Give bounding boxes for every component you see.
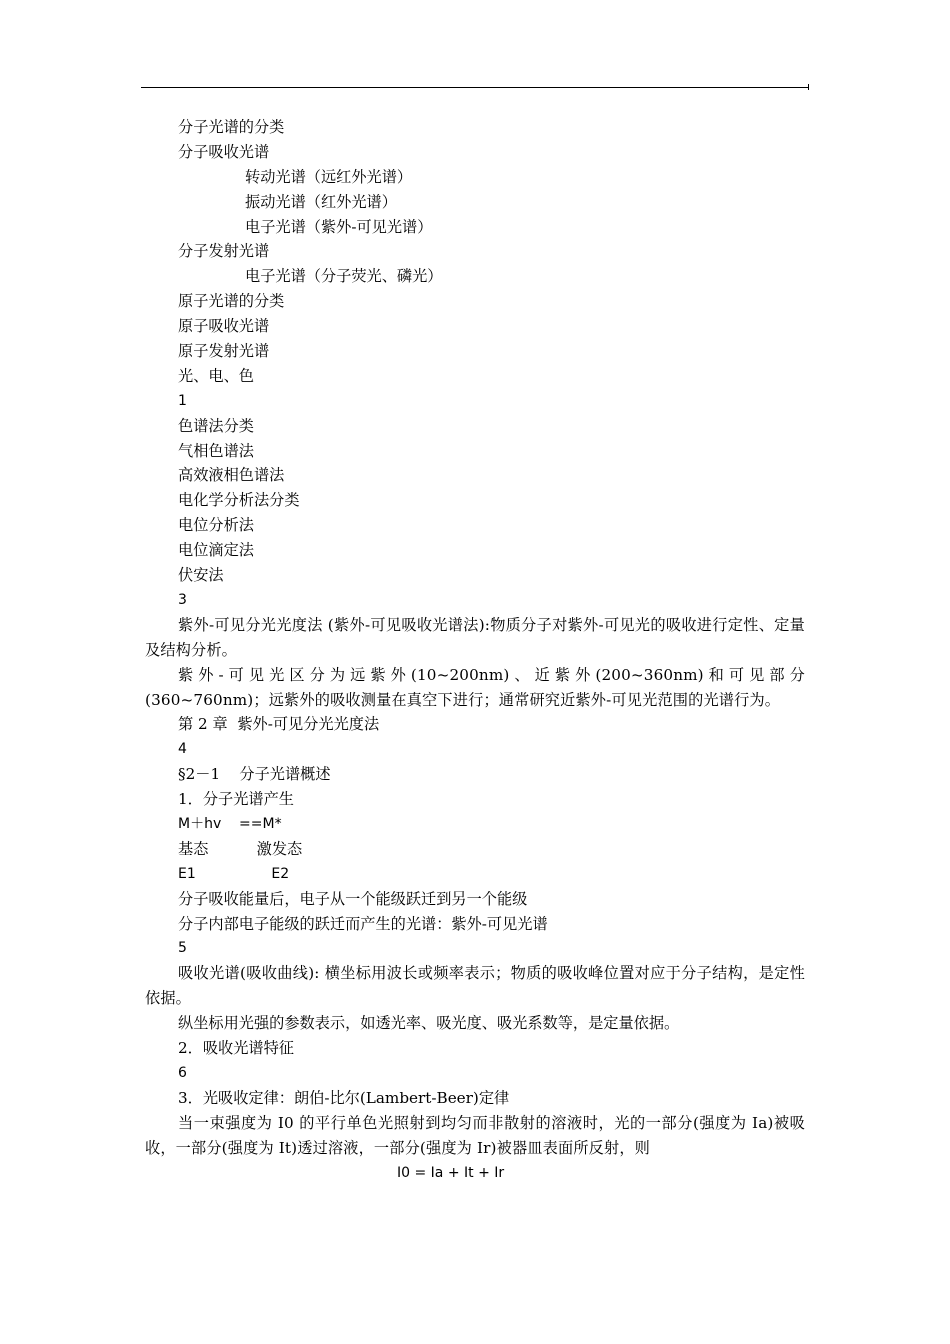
paragraph: 紫外-可见分光光度法 (紫外-可见吸收光谱法):物质分子对紫外-可见光的吸收进行定性、定量及结构分析。 bbox=[145, 615, 805, 659]
text-line: 光、电、色 bbox=[178, 366, 254, 385]
text-line: 伏安法 bbox=[178, 566, 224, 585]
text-line: 电位滴定法 bbox=[178, 541, 254, 560]
subsection-heading: 2．吸收光谱特征 bbox=[178, 1039, 294, 1058]
equation-line: I0 = Ia + It + Ir bbox=[397, 1164, 505, 1181]
equation-line: M＋hv ==M* bbox=[178, 816, 282, 832]
page-number-marker: 5 bbox=[178, 940, 187, 957]
paragraph: 紫外-可见光区分为远紫外(10~200nm)、近紫外(200~360nm)和可见部分(360~760nm)；远紫外的吸收测量在真空下进行；通常研究近紫外-可见光范围的光谱行为。 bbox=[145, 665, 805, 709]
subsection-heading: 3．光吸收定律：朗伯-比尔(Lambert-Beer)定律 bbox=[178, 1088, 510, 1107]
page-number-marker: 4 bbox=[178, 741, 187, 758]
text-line: 分子发射光谱 bbox=[178, 242, 270, 261]
text-line: 分子吸收能量后，电子从一个能级跃迁到另一个能级 bbox=[178, 889, 528, 908]
paragraph: 当一束强度为 I0 的平行单色光照射到均匀而非散射的溶液时，光的一部分(强度为 Ia)被吸收，一部分(强度为 It)透过溶液，一部分(强度为 Ir)被器皿表面所反射，则 bbox=[145, 1113, 805, 1157]
header-rule-end-mark bbox=[808, 84, 809, 90]
chapter-heading: 第 2 章 紫外-可见分光光度法 bbox=[178, 715, 380, 734]
text-line: 分子吸收光谱 bbox=[178, 142, 270, 161]
page-number-marker: 1 bbox=[178, 392, 187, 409]
text-line: 原子光谱的分类 bbox=[178, 292, 285, 311]
text-line: 气相色谱法 bbox=[178, 441, 254, 460]
header-rule bbox=[141, 87, 808, 88]
text-line: 电化学分析法分类 bbox=[178, 491, 300, 510]
equation-line: E1 E2 bbox=[178, 865, 290, 882]
text-line: 振动光谱（红外光谱） bbox=[245, 192, 397, 211]
document-body bbox=[145, 115, 805, 1185]
paragraph: 吸收光谱(吸收曲线): 横坐标用波长或频率表示；物质的吸收峰位置对应于分子结构，是定性依据。 bbox=[145, 964, 805, 1008]
text-line: 电子光谱（分子荧光、磷光） bbox=[245, 267, 443, 286]
text-line: 电位分析法 bbox=[178, 516, 254, 535]
text-line: 电子光谱（紫外-可见光谱） bbox=[245, 217, 433, 236]
page-number-marker: 6 bbox=[178, 1064, 187, 1081]
text-line: 基态 激发态 bbox=[178, 839, 303, 858]
text-line: 纵坐标用光强的参数表示，如透光率、吸光度、吸光系数等，是定量依据。 bbox=[178, 1014, 680, 1033]
text-line: 高效液相色谱法 bbox=[178, 466, 285, 485]
section-heading: §2－1 分子光谱概述 bbox=[178, 765, 331, 784]
text-line: 分子内部电子能级的跃迁而产生的光谱：紫外-可见光谱 bbox=[178, 914, 548, 933]
subsection-heading: 1．分子光谱产生 bbox=[178, 790, 294, 809]
text-line: 转动光谱（远红外光谱） bbox=[245, 167, 413, 186]
text-line: 原子发射光谱 bbox=[178, 342, 270, 361]
text-line: 分子光谱的分类 bbox=[178, 118, 285, 136]
page-number-marker: 3 bbox=[178, 591, 187, 608]
text-line: 色谱法分类 bbox=[178, 416, 254, 435]
text-line: 原子吸收光谱 bbox=[178, 317, 270, 336]
